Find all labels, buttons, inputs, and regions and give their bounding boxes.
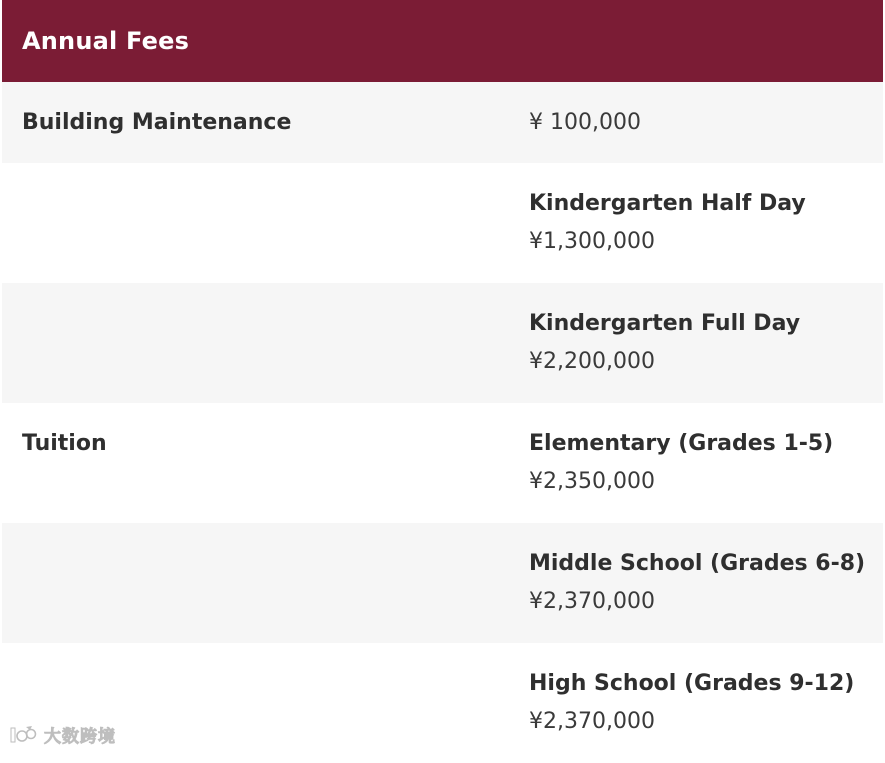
fee-name: Kindergarten Half Day xyxy=(529,191,806,216)
table-title: Annual Fees xyxy=(22,27,190,55)
fee-name: Middle School (Grades 6-8) xyxy=(529,551,866,576)
fee-category: Tuition xyxy=(22,431,107,456)
fee-name: High School (Grades 9-12) xyxy=(529,671,855,696)
fee-amount: ¥2,350,000 xyxy=(529,469,655,494)
fee-detail xyxy=(529,551,865,615)
fee-name: Elementary (Grades 1-5) xyxy=(529,431,834,456)
table-row-high-school xyxy=(2,643,883,763)
table-row-building-maintenance xyxy=(2,82,883,163)
table-header xyxy=(2,0,883,82)
fee-amount: ¥2,370,000 xyxy=(529,709,655,734)
fee-amount: ¥2,370,000 xyxy=(529,589,655,614)
fee-detail xyxy=(529,431,833,495)
table-row-kindergarten-full-day xyxy=(2,283,883,403)
fee-category: Building Maintenance xyxy=(22,110,292,135)
fee-amount: ¥ 100,000 xyxy=(529,110,641,135)
fee-amount: ¥1,300,000 xyxy=(529,229,655,254)
fee-detail xyxy=(529,191,806,255)
fee-amount: ¥2,200,000 xyxy=(529,349,655,374)
annual-fees-table xyxy=(2,0,883,763)
fee-name: Kindergarten Full Day xyxy=(529,311,801,336)
table-row-kindergarten-half-day xyxy=(2,163,883,283)
table-row-elementary xyxy=(2,403,883,523)
watermark xyxy=(8,722,116,747)
fee-detail xyxy=(529,671,854,735)
watermark-text: 大数跨境 xyxy=(44,727,116,747)
fee-detail xyxy=(529,311,800,375)
brand-logo-icon xyxy=(8,724,38,746)
table-row-middle-school xyxy=(2,523,883,643)
